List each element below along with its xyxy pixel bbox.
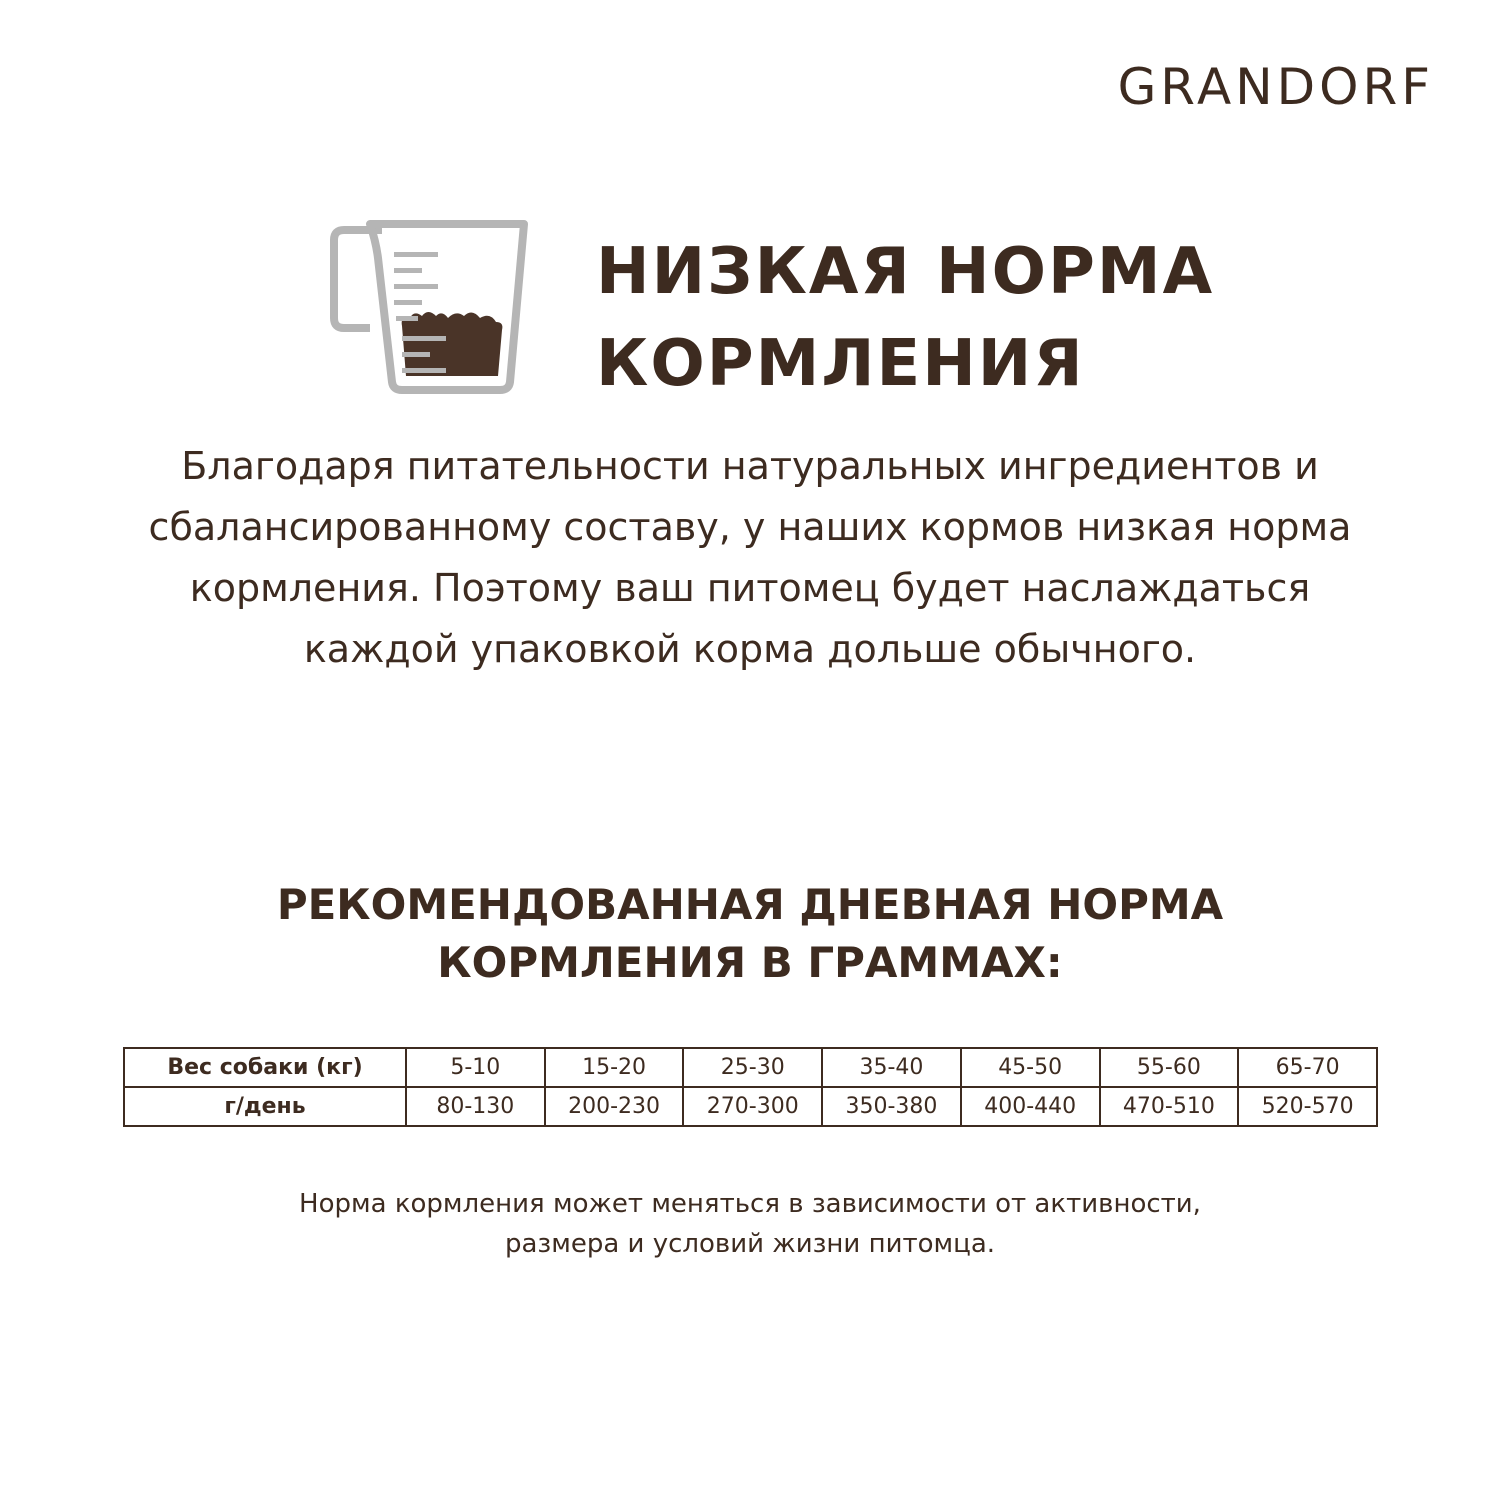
table-cell: 350-380 <box>822 1087 961 1126</box>
recommendation-title-line: КОРМЛЕНИЯ В ГРАММАХ: <box>437 938 1063 987</box>
feeding-table <box>123 1047 1378 1127</box>
table-cell: 80-130 <box>406 1087 545 1126</box>
table-cell: 470-510 <box>1100 1087 1239 1126</box>
table-cell: 25-30 <box>683 1048 822 1087</box>
hero-title <box>596 226 1236 410</box>
table-row-weight <box>124 1048 1377 1087</box>
table-cell: 200-230 <box>545 1087 684 1126</box>
table-cell: 5-10 <box>406 1048 545 1087</box>
table-cell: 55-60 <box>1100 1048 1239 1087</box>
table-cell: 270-300 <box>683 1087 822 1126</box>
footnote-line: размера и условий жизни питомца. <box>504 1229 996 1259</box>
table-cell: 400-440 <box>961 1087 1100 1126</box>
table-cell: 45-50 <box>961 1048 1100 1087</box>
footnote-line: Норма кормления может меняться в зависимости от активности, <box>299 1189 1201 1219</box>
description-text <box>100 436 1400 680</box>
table-cell: 35-40 <box>822 1048 961 1087</box>
table-cell: 65-70 <box>1238 1048 1377 1087</box>
description-line: Благодаря питательности натуральных ингредиентов и <box>181 444 1319 488</box>
description-line: кормления. Поэтому ваш питомец будет наслаждаться <box>189 566 1311 610</box>
table-row-grams <box>124 1087 1377 1126</box>
measuring-jug-icon <box>330 218 530 398</box>
footnote <box>150 1184 1350 1264</box>
hero-title-line: КОРМЛЕНИЯ <box>596 327 1085 401</box>
hero-title-line: НИЗКАЯ НОРМА <box>596 235 1215 309</box>
brand-logo: GRANDORF <box>1117 58 1434 116</box>
description-line: сбалансированному составу, у наших кормов низкая норма <box>148 505 1352 549</box>
table-cell: 15-20 <box>545 1048 684 1087</box>
hero-section <box>330 218 1230 401</box>
description-line: каждой упаковкой корма дольше обычного. <box>303 627 1197 671</box>
row-header: г/день <box>124 1087 406 1126</box>
table-cell: 520-570 <box>1238 1087 1377 1126</box>
recommendation-title <box>150 876 1350 992</box>
recommendation-title-line: РЕКОМЕНДОВАННАЯ ДНЕВНАЯ НОРМА <box>276 880 1224 929</box>
row-header: Вес собаки (кг) <box>124 1048 406 1087</box>
